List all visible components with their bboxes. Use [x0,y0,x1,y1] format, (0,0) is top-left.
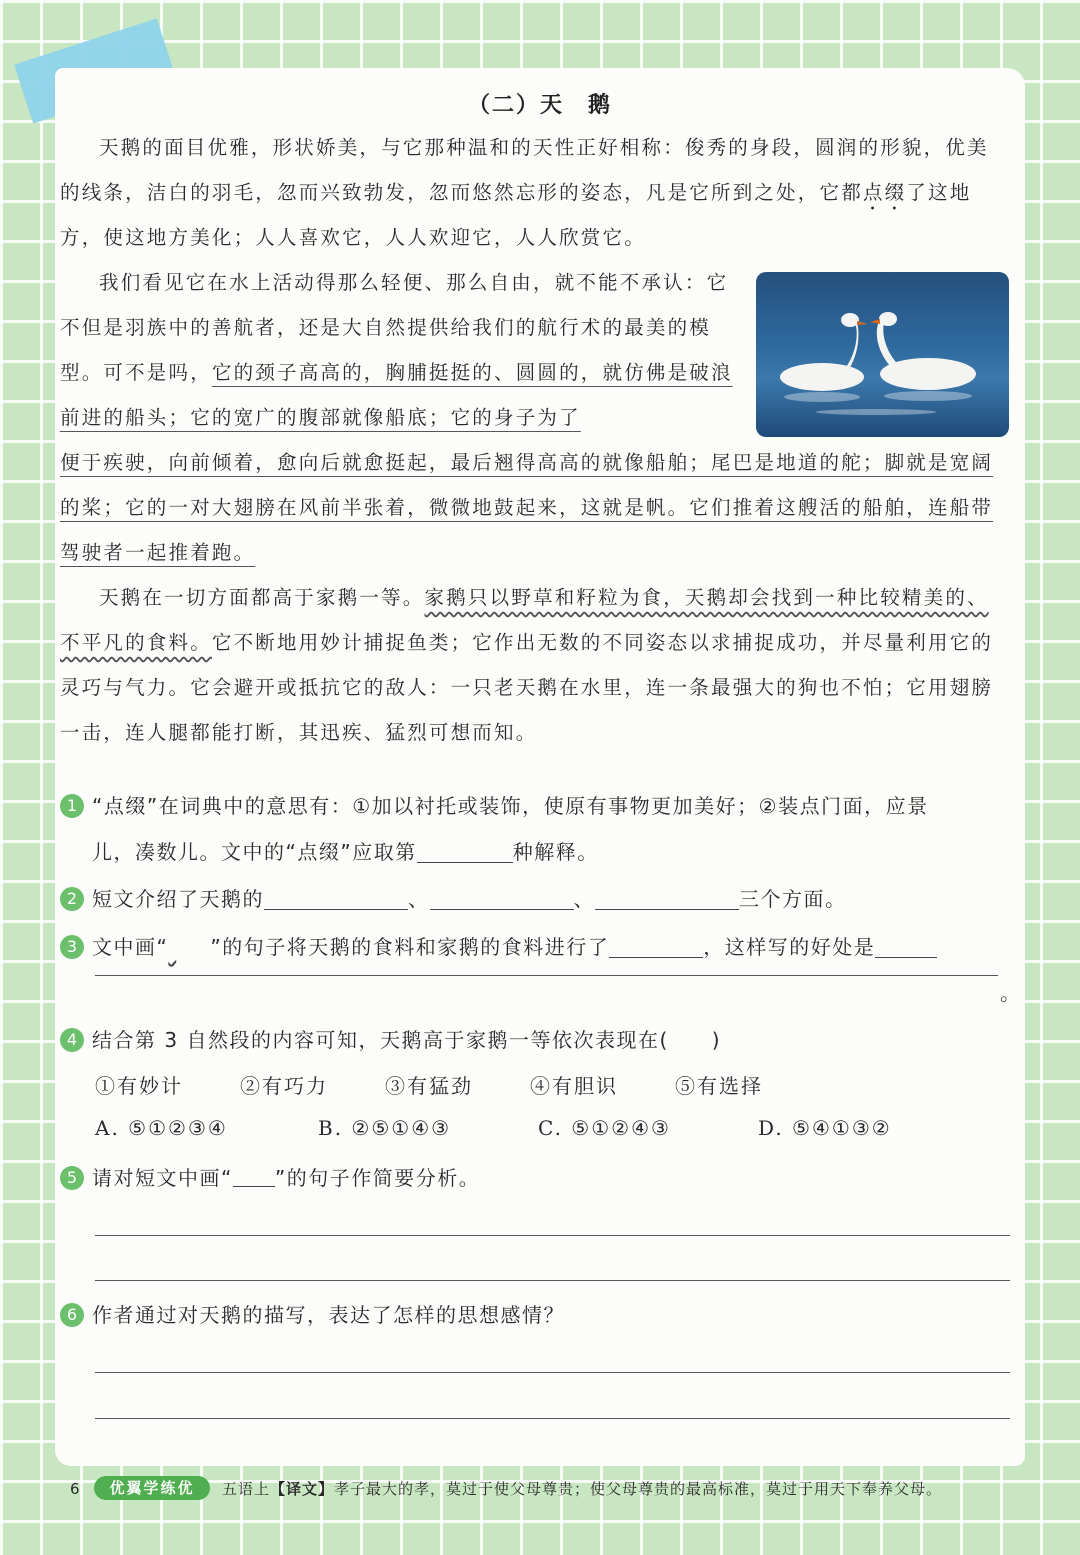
question-2-suffix: 三个方面。 [739,887,847,911]
question-3-text-c: ，这样写的好处是 [703,935,876,959]
question-number-badge: 6 [60,1303,84,1327]
separator: 、 [408,887,430,911]
answer-blank[interactable] [264,883,408,910]
answer-blank[interactable] [595,883,739,910]
answer-line[interactable] [95,1235,1010,1236]
question-2 [60,876,1015,922]
paragraph-2-text: 我们看见它在水上活动得那么轻便、那么自由，就不能不承认：它不但是羽族中的善航者，还是大自然提供给我们的航行术的最美的模型。可不是吗， [60,271,729,384]
question-number-badge: 2 [60,887,84,911]
answer-blank[interactable] [609,931,703,958]
question-5-text-b: ”的句子作简要分析。 [274,1166,481,1190]
question-3-period: 。 [1000,981,1022,1005]
choice-item-4: ④有胆识 [530,1074,618,1098]
answer-line[interactable] [95,1418,1010,1419]
underlined-sentence-part-2: 便于疾驶，向前倾着，愈向后就愈挺起，最后翘得高高的就像船舶；尾巴是地道的舵；脚就是宽阔的桨；它的一对大翅膀在风前半张着，微微地鼓起来，这就是帆。它们推着这艘活的船舶，连船带驾驶者一起推着跑。 [60,451,994,564]
page-number: 6 [70,1480,80,1498]
answer-line[interactable] [95,1372,1010,1373]
answer-line[interactable] [95,975,998,976]
answer-blank[interactable] [417,836,513,863]
paragraph-2 [60,260,745,440]
question-3-text-a: 文中画“ [92,935,169,959]
question-number-badge: 3 [60,935,84,959]
paragraph-1-text-b: 了这地方，使这地方美化；人人喜欢它，人人欢迎它，人人欣赏它。 [60,181,972,249]
passage-title: （二）天 鹅 [467,93,612,118]
separator: 、 [573,887,595,911]
translation-text: 孝子最大的孝，莫过于使父母尊贵；使父母尊贵的最高标准，莫过于用天下奉养父母。 [334,1480,943,1498]
grade-label: 五语上 [222,1480,271,1498]
choice-item-3: ③有猛劲 [385,1074,473,1098]
dotted-word: 点缀 [862,181,907,204]
question-4 [60,1017,1015,1063]
swan-pair-illustration [756,272,1009,437]
question-1-suffix: 种解释。 [512,840,599,864]
answer-line[interactable] [95,1280,1010,1281]
answer-blank[interactable] [430,883,574,910]
question-number-badge: 4 [60,1028,84,1052]
underlined-sentence-part-1: 它的颈子高高的，胸脯挺挺的、圆圆的，就仿佛是破浪前进的船头；它的宽广的腹部就像船底；它的身子为了 [60,361,733,429]
question-1-text-continued: 儿，凑数儿。文中的“点缀”应取第 [92,840,417,864]
option-d[interactable]: D. ⑤④①③② [758,1116,892,1140]
paragraph-1 [60,125,1010,260]
translation-tag: 【译文】 [270,1480,335,1498]
question-5-text-a: 请对短文中画“ [92,1166,233,1190]
question-3-text-b: ”的句子将天鹅的食料和家鹅的食料进行了 [210,935,610,959]
question-number-badge: 5 [60,1166,84,1190]
wavy-underlined-sentence: 家鹅只以野草和籽粒为食，天鹅却会找到一种比较精美的、不平凡的食料。 [60,586,989,654]
footer-note [222,1478,942,1499]
paragraph-1-text-a: 天鹅的面目优雅，形状娇美，与它那种温和的天性正好相称：俊秀的身段，圆润的形貌，优美的线条，洁白的羽毛，忽而兴致勃发，忽而悠然忘形的姿态，凡是它所到之处，它都 [60,136,989,204]
straight-line-sample [233,1166,275,1187]
option-b[interactable]: B. ②⑤①④③ [318,1116,452,1140]
question-4-text: 结合第 3 自然段的内容可知，天鹅高于家鹅一等依次表现在( ) [92,1028,722,1052]
paragraph-3 [60,575,1010,755]
paragraph-3-text-b: 它不断地用妙计捕捉鱼类；它作出无数的不同姿态以求捕捉成功，并尽量利用它的灵巧与气力。它会避开或抵抗它的敌人：一只老天鹅在水里，连一条最强大的狗也不怕；它用翅膀一击，连人腿都能打断，其迅疾、猛烈可想而知。 [60,631,994,744]
question-3 [60,924,1015,970]
question-6 [60,1292,1015,1338]
question-5 [60,1155,1015,1201]
option-a[interactable]: A. ⑤①②③④ [95,1116,228,1140]
question-1 [60,783,1015,875]
brand-logo: 优翼学练优 [94,1476,210,1500]
question-2-text: 短文介绍了天鹅的 [92,887,264,911]
swan-photo [756,272,1009,437]
wavy-line-sample [168,924,210,970]
choice-item-1: ①有妙计 [95,1074,183,1098]
question-1-text: “点缀”在词典中的意思有：①加以衬托或装饰，使原有事物更加美好；②装点门面，应景 [92,794,929,818]
choice-item-2: ②有巧力 [240,1074,328,1098]
question-6-text: 作者通过对天鹅的描写，表达了怎样的思想感情？ [92,1303,565,1327]
page-footer [0,1474,1080,1504]
choice-item-5: ⑤有选择 [675,1074,763,1098]
paragraph-3-text-a: 天鹅在一切方面都高于家鹅一等。 [99,586,425,609]
paragraph-2-continued [60,440,1010,575]
question-number-badge: 1 [60,794,84,818]
option-c[interactable]: C. ⑤①②④③ [538,1116,671,1140]
answer-blank[interactable] [875,931,937,958]
